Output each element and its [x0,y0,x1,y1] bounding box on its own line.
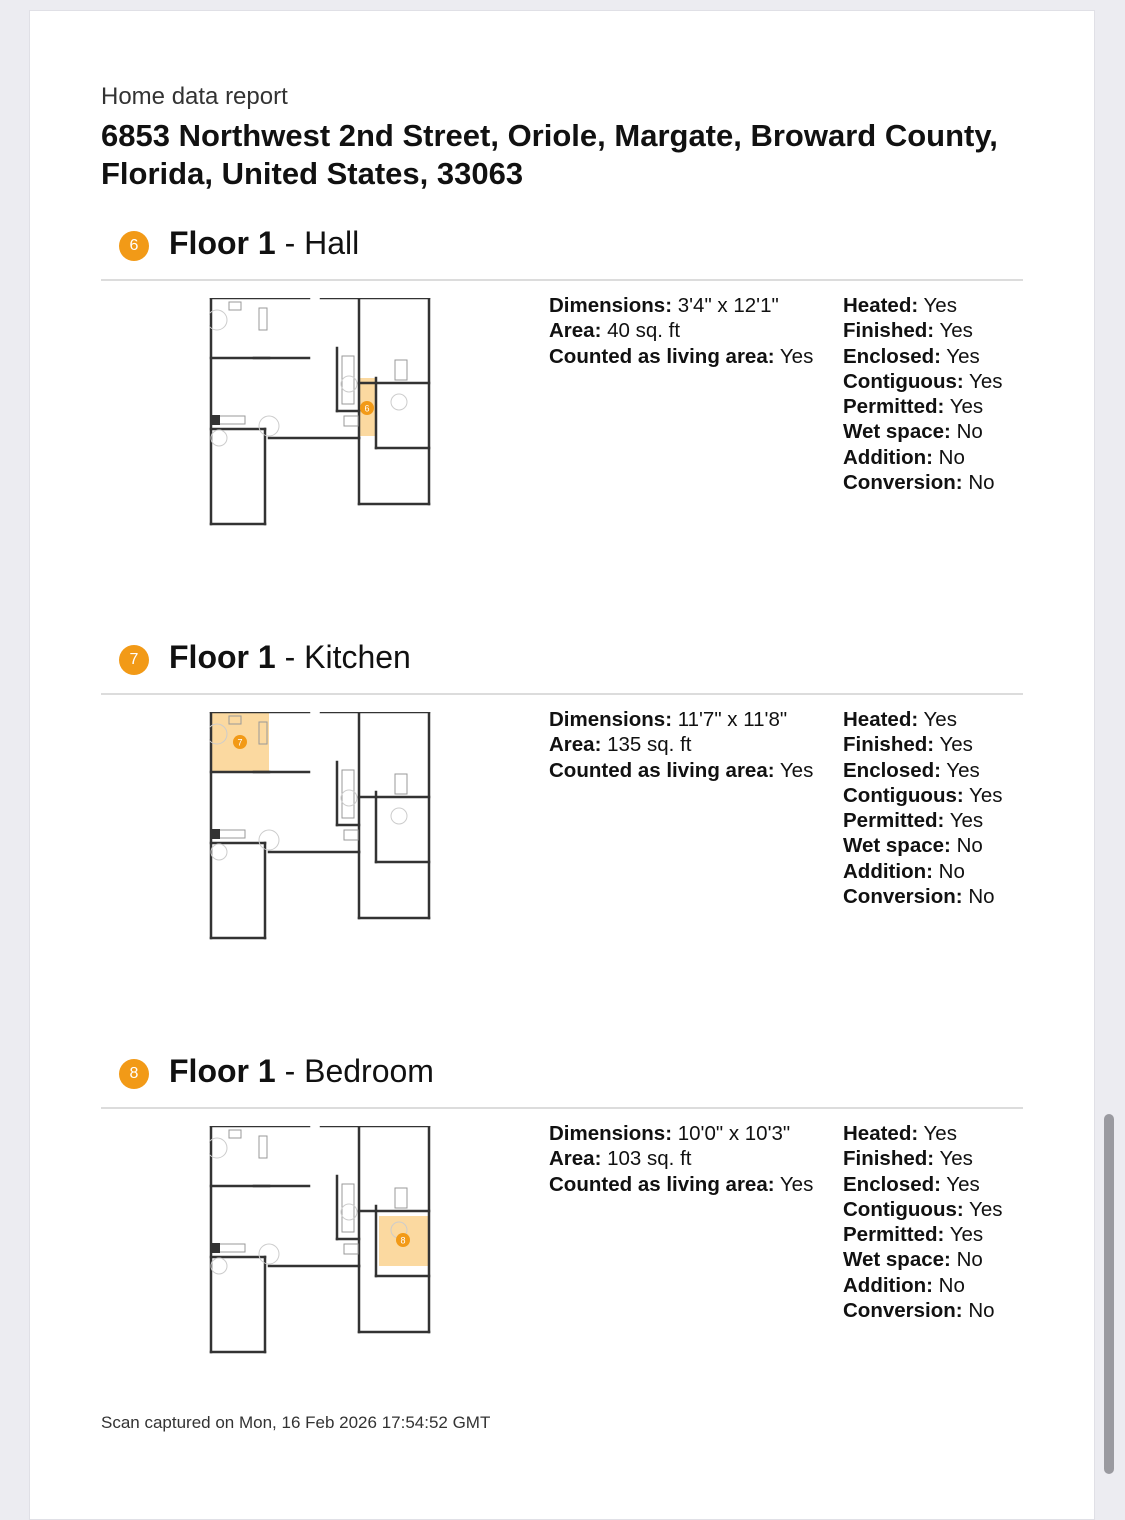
fixture-outline [344,416,358,426]
section-divider [101,279,1023,281]
property-row [843,758,1002,783]
property-label: Finished: [843,319,935,343]
door-swing [259,416,279,436]
door-swing [341,790,357,806]
dimensions-label: Dimensions: [549,1122,673,1145]
room-marker-number: 6 [364,403,370,414]
property-value: No [968,885,995,909]
property-value: Yes [923,1122,957,1145]
property-row [843,369,1002,394]
fixture-outline [259,308,267,330]
living-area-label: Counted as living area: [549,758,775,782]
room-properties [843,293,1002,495]
fixture-outline [229,1130,241,1138]
property-row [843,293,1002,318]
floor-plan-diagram [209,1126,435,1358]
dimensions-value: 3'4" x 12'1" [677,294,779,317]
property-row [843,445,1002,470]
property-value: No [938,859,965,883]
property-row [843,470,1002,495]
area-row [549,318,813,343]
room-name: Bedroom [304,1053,434,1089]
property-value: No [968,1299,995,1323]
property-label: Enclosed: [843,344,941,368]
property-label: Enclosed: [843,1172,941,1196]
section-divider [101,693,1023,695]
door-swing [391,394,407,410]
fixture-outline [342,770,354,818]
property-label: Addition: [843,859,933,883]
property-label: Conversion: [843,885,963,909]
dimensions-row [549,1121,813,1146]
room-header [101,1055,1025,1095]
property-value: Yes [939,1147,973,1171]
living-area-label: Counted as living area: [549,1172,775,1196]
property-label: Contiguous: [843,369,964,393]
property-label: Wet space: [843,834,951,858]
property-label: Permitted: [843,1223,945,1247]
room-floor: Floor 1 [169,225,276,261]
property-row [843,344,1002,369]
room-measurements [549,293,813,369]
title-separator: - [284,1053,296,1089]
title-separator: - [284,225,296,261]
property-label: Conversion: [843,471,963,495]
property-label: Permitted: [843,809,945,833]
living-area-row [549,1172,813,1197]
property-row [843,1197,1002,1222]
appliance-block [211,829,220,839]
section-divider [101,1107,1023,1109]
area-row [549,732,813,757]
door-swing [259,830,279,850]
fixture-outline [395,1188,407,1208]
room-title [169,639,411,676]
property-label: Enclosed: [843,758,941,782]
property-row [843,1298,1002,1323]
property-value: Yes [949,1223,984,1247]
room-number-badge: 6 [119,231,149,261]
area-label: Area: [549,1147,602,1171]
title-separator: - [284,639,296,675]
property-row [843,1222,1002,1247]
property-row [843,707,1002,732]
dimensions-label: Dimensions: [549,708,673,731]
property-value: Yes [939,319,973,343]
door-swing [211,430,227,446]
floor-plan-diagram [209,298,435,530]
fixture-outline [342,356,354,404]
room-floor: Floor 1 [169,1053,276,1089]
fixture-outline [344,1244,358,1254]
property-label: Heated: [843,1122,919,1145]
room-header [101,227,1025,267]
dimensions-label: Dimensions: [549,294,673,317]
property-label: Contiguous: [843,783,964,807]
room-title [169,225,359,262]
dimensions-row [549,707,813,732]
property-label: Finished: [843,733,935,757]
dimensions-value: 10'0" x 10'3" [677,1122,791,1145]
property-value: Yes [939,733,973,757]
property-label: Conversion: [843,1299,963,1323]
property-row [843,884,1002,909]
door-swing [211,844,227,860]
property-value: Yes [969,783,1003,807]
door-swing [259,1244,279,1264]
property-row [843,419,1002,444]
fixture-outline [395,360,407,380]
living-area-value: Yes [779,758,814,782]
living-area-label: Counted as living area: [549,344,775,368]
property-value: Yes [969,1197,1003,1221]
door-swing [391,808,407,824]
report-page [29,10,1095,1520]
property-label: Permitted: [843,395,945,419]
property-label: Addition: [843,1273,933,1297]
fixture-outline [395,774,407,794]
property-address: 6853 Northwest 2nd Street, Oriole, Margate, Broward County, Florida, United States, 33063 [101,118,998,191]
property-value: No [938,1273,965,1297]
property-label: Contiguous: [843,1197,964,1221]
fixture-outline [259,1136,267,1158]
area-value: 135 sq. ft [607,733,692,757]
door-swing [341,376,357,392]
property-value: Yes [949,395,984,419]
property-value: Yes [946,1172,980,1196]
area-label: Area: [549,733,602,757]
property-label: Heated: [843,708,919,731]
room-measurements [549,1121,813,1197]
living-area-value: Yes [779,1172,814,1196]
room-properties [843,1121,1002,1323]
property-row [843,1121,1002,1146]
property-value: No [956,1248,983,1272]
room-number-badge: 7 [119,645,149,675]
property-row [843,318,1002,343]
property-row [843,732,1002,757]
property-row [843,783,1002,808]
scrollbar-thumb[interactable] [1104,1114,1114,1474]
room-name: Hall [304,225,360,261]
property-label: Wet space: [843,420,951,444]
appliance-block [211,1243,220,1253]
property-label: Finished: [843,1147,935,1171]
property-row [843,1273,1002,1298]
property-value: Yes [949,809,984,833]
dimensions-row [549,293,813,318]
living-area-value: Yes [779,344,814,368]
room-name: Kitchen [304,639,411,675]
living-area-row [549,758,813,783]
room-measurements [549,707,813,783]
property-value: Yes [946,344,980,368]
dimensions-value: 11'7" x 11'8" [677,708,788,731]
property-value: No [956,834,983,858]
area-value: 103 sq. ft [607,1147,692,1171]
property-value: Yes [923,708,957,731]
door-swing [211,1258,227,1274]
property-value: Yes [923,294,957,317]
room-section [101,1055,1025,1385]
property-value: No [938,445,965,469]
fixture-outline [229,302,241,310]
report-label: Home data report [101,83,288,110]
property-row [843,394,1002,419]
room-marker-number: 8 [400,1235,406,1246]
property-value: No [968,471,995,495]
property-row [843,1247,1002,1272]
property-label: Heated: [843,294,919,317]
room-section [101,641,1025,971]
property-row [843,833,1002,858]
property-row [843,859,1002,884]
living-area-row [549,344,813,369]
property-row [843,1146,1002,1171]
area-row [549,1146,813,1171]
property-label: Wet space: [843,1248,951,1272]
fixture-outline [342,1184,354,1232]
area-label: Area: [549,319,602,343]
room-properties [843,707,1002,909]
room-header [101,641,1025,681]
property-value: Yes [946,758,980,782]
room-number-badge: 8 [119,1059,149,1089]
fixture-outline [344,830,358,840]
appliance-block [211,415,220,425]
floor-plan-diagram [209,712,435,944]
area-value: 40 sq. ft [607,319,681,343]
room-title [169,1053,434,1090]
property-row [843,808,1002,833]
door-swing [341,1204,357,1220]
room-floor: Floor 1 [169,639,276,675]
room-section [101,227,1025,557]
room-marker-number: 7 [237,737,243,748]
property-label: Addition: [843,445,933,469]
property-value: Yes [969,369,1003,393]
property-value: No [956,420,983,444]
scan-timestamp: Scan captured on Mon, 16 Feb 2026 17:54:52 GMT [101,1413,491,1432]
property-row [843,1172,1002,1197]
